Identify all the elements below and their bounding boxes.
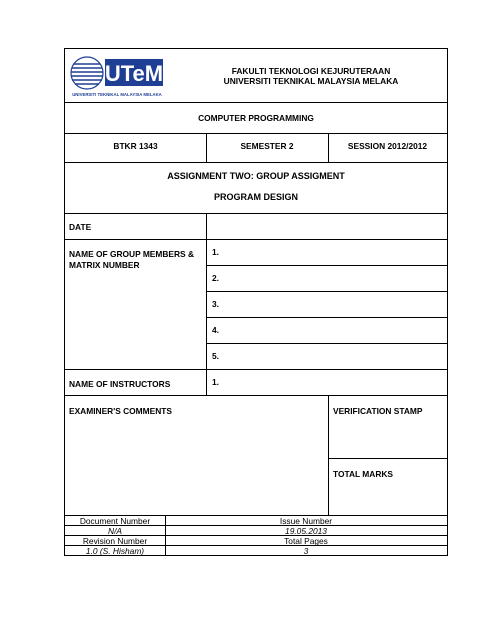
member-slot-5[interactable]: 5.: [212, 351, 219, 361]
svg-text:UNIVERSITI TEKNIKAL MALAYSIA M: UNIVERSITI TEKNIKAL MALAYSIA MELAKA: [72, 92, 162, 97]
divider: [206, 317, 447, 318]
divider: [206, 291, 447, 292]
members-label: NAME OF GROUP MEMBERS & MATRIX NUMBER: [69, 249, 195, 270]
cover-page-form: [64, 48, 448, 516]
svg-text:UTeM: UTeM: [104, 61, 164, 86]
date-label: DATE: [69, 222, 92, 232]
doc-number-value: N/A: [108, 526, 122, 536]
member-slot-3[interactable]: 3.: [212, 299, 219, 309]
issue-number-label: Issue Number: [279, 516, 333, 526]
divider: [206, 343, 447, 344]
date-field[interactable]: [207, 214, 447, 239]
divider: [65, 162, 447, 163]
semester: SEMESTER 2: [240, 141, 294, 151]
assignment-subtitle: PROGRAM DESIGN: [213, 192, 298, 202]
divider: [206, 265, 447, 266]
doc-number-label: Document Number: [79, 516, 151, 526]
total-pages-value: 3: [303, 546, 309, 556]
revision-value: 1.0 (S. Hisham): [85, 546, 145, 556]
member-slot-2[interactable]: 2.: [212, 273, 219, 283]
divider: [206, 213, 207, 395]
member-slot-1[interactable]: 1.: [212, 247, 219, 257]
faculty-name: FAKULTI TEKNOLOGI KEJURUTERAAN: [231, 66, 391, 76]
assignment-title: ASSIGNMENT TWO: GROUP ASSIGMENT: [167, 171, 345, 181]
document-info-table: [64, 515, 448, 556]
session: SESSION 2012/2012: [347, 141, 428, 151]
member-slot-4[interactable]: 4.: [212, 325, 219, 335]
divider: [65, 239, 447, 240]
divider: [65, 395, 447, 396]
divider: [65, 133, 447, 134]
instructors-label: NAME OF INSTRUCTORS: [69, 379, 171, 389]
issue-number-value: 19.05.2013: [285, 526, 327, 536]
total-marks-label: TOTAL MARKS: [333, 469, 394, 479]
examiner-comments-area[interactable]: [66, 419, 326, 514]
course-code: BTKR 1343: [113, 141, 158, 151]
course-name: COMPUTER PROGRAMMING: [198, 113, 314, 123]
revision-label: Revision Number: [82, 536, 148, 546]
divider: [65, 102, 447, 103]
divider: [328, 395, 329, 516]
university-name: UNIVERSITI TEKNIKAL MALAYSIA MELAKA: [223, 76, 399, 86]
divider: [328, 458, 447, 459]
total-pages-label: Total Pages: [284, 536, 328, 546]
verification-stamp-label: VERIFICATION STAMP: [333, 406, 423, 416]
examiner-comments-label: EXAMINER'S COMMENTS: [69, 406, 172, 416]
instructor-slot-1[interactable]: 1.: [212, 377, 219, 387]
university-logo: [68, 52, 166, 99]
divider: [65, 369, 447, 370]
